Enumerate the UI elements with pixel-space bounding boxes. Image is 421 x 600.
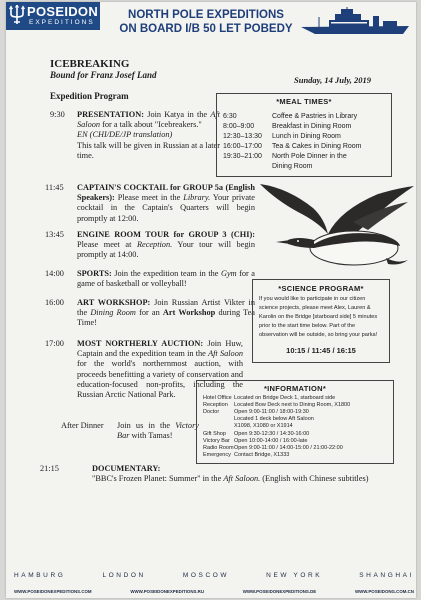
- meal-times-title: *MEAL TIMES*: [276, 97, 332, 106]
- information-title: *INFORMATION*: [263, 384, 327, 393]
- event-title: DOCUMENTARY:: [92, 464, 161, 473]
- event-title: SPORTS:: [77, 269, 112, 278]
- header-title-line2: ON BOARD I/B 50 LET POBEDY: [119, 23, 293, 35]
- trident-icon: [8, 5, 26, 25]
- footer-url: WWW.POSEIDONEXPEDITIONS.DE: [242, 589, 317, 594]
- program-sheet: POSEIDON EXPEDITIONS NORTH POLE EXPEDITIONS ON BOARD I/B 50 LET POBEDY ICEBREAKING Bound for Franz Josef Land Sunday, 14 July, 2019 Expedition Program 9:30 PRESENTATION: Join Katya in the Aft Saloon for a talk about "Icebreakers." EN (CHI/DE/JP translation) This talk will be given in Russian at a later time. 11:45 CAPTAIN'S COCKTAIL for GROUP 5a (English Speakers): Please meet in the Library. Your private cocktail in the Captain's Quarters will begin promptly at 12:00. 13:45 ENGINE ROOM TOUR for GROUP 3 (CHI): Please meet at Reception. Your tour will begin promptly at 14:00. 14:00 SPORTS: Join the expedition team in the Gym for a game of basketball or volleyball! 16:00 ART WORKSHOP: Join Russian Artist Vikter in the Dining Room for an Art Workshop during Tea Time! 17:00 MOST NORTHERLY AUCTION: Join Huw, Captain and the expedition team in the Aft Saloon for the world's northernmost auction, with proceeds benefitting a variety of conservation and education-focused non-profits, including the Russian Arctic National Park. After Dinner Join us in the Victory Bar with Tamas! 21:15 DOCUMENTARY: "BBC's Frozen Planet: Summer" in the Aft Saloon. (English with Chinese subtitles) *MEAL TIMES* 6:30 Coffee & Pastries in Library 8:00–9:00 Breakfast in Dining Room 12:30–13:30 Lunch in Dining Room 16:00–17:00 Tea & Cakes in Dining Room 19:30–21:00 North Pole Dinner in the Dining Room *SCIENCE PROGRAM* If you would like to participate in our citizen science projects, please meet Alex, Lauren & Karolin on the Bridge [starboard side] 5 minutes prior to the start time below. Part of the observation will be outside, so bring your parka! 10:15 / 11:45 / 16:15 *INFORMATION* Hotel Office Located on Bridge Deck 1, starboard side Reception Located Bow Deck next to Dining Room, X1800 Doctor Open 9:00-11:00 / 18:00-19:30 Located 1 deck below Aft Saloon X1098, X1080 or X1914 Gift Shop Open 9:30-12:30 / 14:30-16:00 Victory Bar Open 10:00-14:00 / 16:00-late Radio Room Open 9:00-11:00 / 14:00-15:00 / 21:00-22:00 Emergency Contact Bridge, X1333 HAMBURG LONDON MOSCOW NEW YORK SHANGHAI WWW.POSEIDONEXPEDITIONS.COM WWW.POSEIDONEXPEDITIONS.RU WWW.POSEIDONEXPEDITIONS.DE WWW.POSEIDONG.COM.CN: [6, 2, 416, 598]
- footer-city: SHANGHAI: [359, 572, 414, 579]
- footer-urls: [14, 589, 414, 594]
- brand-subtitle: EXPEDITIONS: [29, 19, 95, 26]
- footer-url: WWW.POSEIDONEXPEDITIONS.COM: [14, 589, 92, 594]
- program-heading: Expedition Program: [50, 91, 129, 101]
- meal-times-box: *MEAL TIMES* 6:30 Coffee & Pastries in Library 8:00–9:00 Breakfast in Dining Room 12:30–13:30 Lunch in Dining Room 16:00–17:00 Tea & Cakes in Dining Room 19:30–21:00 North Pole Dinner in the Dining Room: [216, 93, 392, 177]
- event-title: CAPTAIN'S COCKTAIL for GROUP 5a (English Speakers):: [77, 183, 255, 203]
- trip-date: Sunday, 14 July, 2019: [294, 75, 372, 85]
- footer-city: MOSCOW: [182, 572, 230, 579]
- guillemot-bird-illustration: [258, 182, 418, 274]
- footer-cities: [14, 572, 414, 579]
- footer-url: WWW.POSEIDONEXPEDITIONS.RU: [130, 589, 204, 594]
- science-program-text: If you would like to participate in our citizen science projects, please meet Alex, Lauren & Karolin on the Bridge [starboard side] 5 minutes prior to the start time below. Part of the observation will be outside, so bring your parka!: [259, 296, 378, 338]
- footer-city: LONDON: [102, 572, 146, 579]
- icebreaker-ship-icon: [299, 7, 411, 37]
- event-title: ART WORKSHOP:: [77, 298, 151, 307]
- header-title-line1: NORTH POLE EXPEDITIONS: [128, 9, 284, 21]
- footer-city: HAMBURG: [14, 572, 66, 579]
- event-time: 9:30: [50, 110, 65, 119]
- footer-city: NEW YORK: [266, 572, 323, 579]
- event-title: ENGINE ROOM TOUR for GROUP 3 (CHI):: [77, 230, 255, 239]
- header-title: [116, 8, 296, 36]
- trip-subtitle: Bound for Franz Josef Land: [50, 70, 157, 80]
- footer-url: WWW.POSEIDONG.COM.CN: [354, 589, 414, 594]
- science-program-times: 10:15 / 11:45 / 16:15: [286, 346, 356, 355]
- poseidon-logo: [6, 2, 100, 30]
- science-program-title: *SCIENCE PROGRAM*: [278, 284, 364, 293]
- event-title: PRESENTATION:: [77, 110, 144, 119]
- information-box: *INFORMATION* Hotel Office Located on Bridge Deck 1, starboard side Reception Located Bow Deck next to Dining Room, X1800 Doctor Open 9:00-11:00 / 18:00-19:30 Located 1 deck below Aft Saloon X1098, X1080 or X1914 Gift Shop Open 9:30-12:30 / 14:30-16:00 Victory Bar Open 10:00-14:00 / 16:00-late Radio Room Open 9:00-11:00 / 14:00-15:00 / 21:00-22:00 Emergency Contact Bridge, X1333: [196, 380, 394, 464]
- science-program-box: [252, 279, 390, 363]
- event-title: MOST NORTHERLY AUCTION:: [77, 339, 204, 348]
- brand-name: POSEIDON: [27, 4, 99, 19]
- trip-title: ICEBREAKING: [50, 58, 130, 70]
